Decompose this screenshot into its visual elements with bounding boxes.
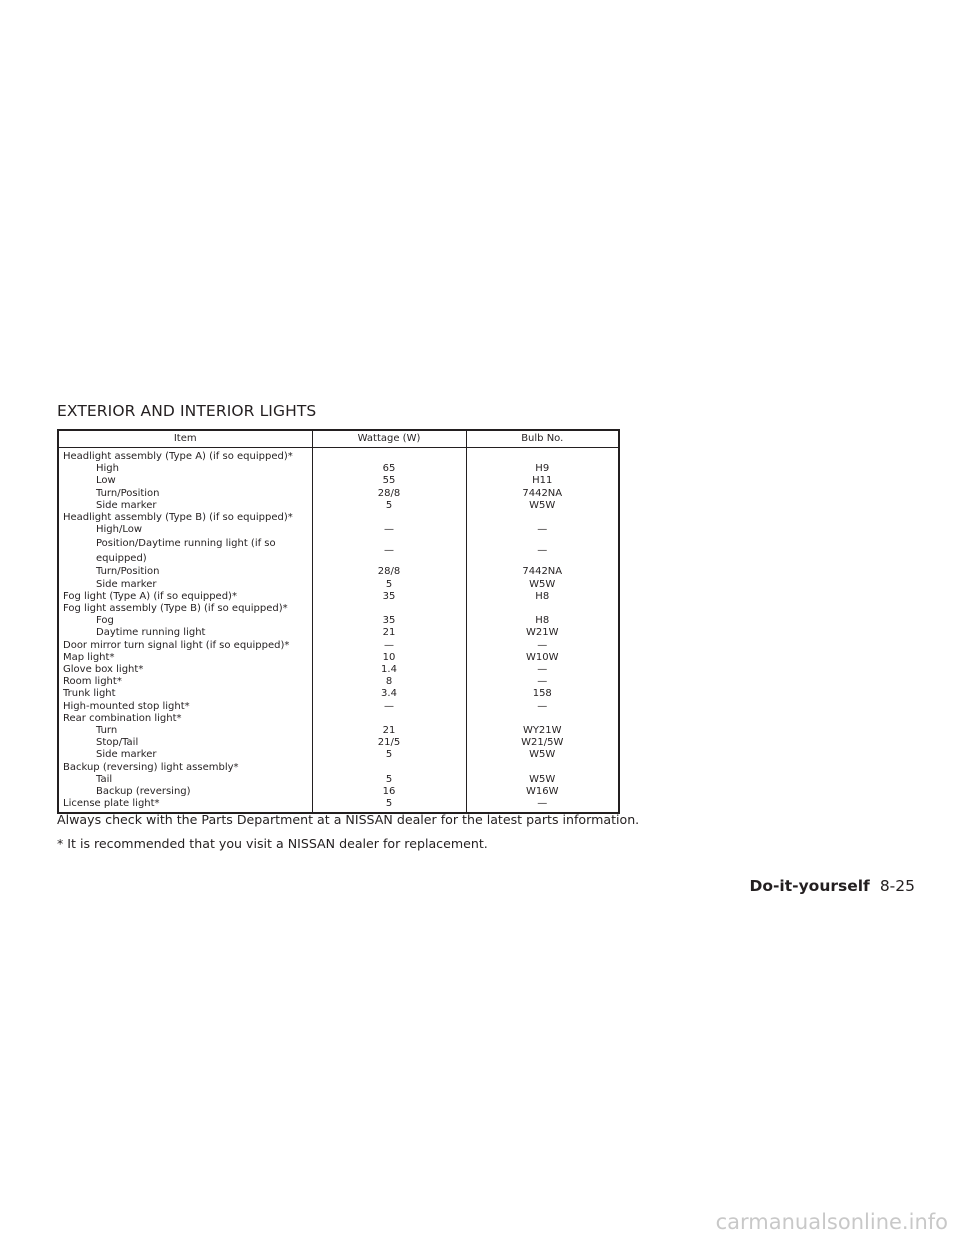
item-cell: High-mounted stop light* [58, 701, 312, 713]
wattage-cell: 21/5 [312, 737, 466, 749]
item-cell: Side marker [58, 579, 312, 591]
item-cell: Backup (reversing) light assembly* [58, 762, 312, 774]
table-row [58, 566, 619, 578]
parts-department-note: Always check with the Parts Department at a NISSAN dealer for the latest parts information. [57, 812, 640, 827]
column-header-wattage: Wattage (W) [312, 430, 466, 448]
bulb-cell: W21W [526, 627, 559, 639]
bulb-cell: 158 [532, 688, 552, 700]
bulb-spec-table [57, 429, 620, 814]
wattage-cell: 16 [312, 786, 466, 798]
bulb-cell: W16W [526, 786, 559, 798]
table-row [58, 701, 619, 713]
table-row [58, 640, 619, 652]
footer-page-number: 8-25 [879, 877, 915, 895]
bulb-cell: — [537, 664, 548, 676]
wattage-cell: 28/8 [312, 566, 466, 578]
bulb-cell: — [537, 545, 548, 557]
table-row [58, 786, 619, 798]
table-row [58, 500, 619, 512]
wattage-cell: 5 [312, 798, 466, 813]
bulb-cell: — [537, 700, 548, 712]
table-row [58, 664, 619, 676]
wattage-cell: — [312, 536, 466, 566]
section-title: EXTERIOR AND INTERIOR LIGHTS [57, 402, 317, 420]
wattage-cell: 5 [312, 749, 466, 761]
wattage-cell [312, 512, 466, 524]
wattage-cell: 65 [312, 463, 466, 475]
wattage-cell: 55 [312, 475, 466, 487]
item-cell: Position/Daytime running light (if so equipped) [58, 536, 312, 566]
item-cell: High [58, 463, 312, 475]
bulb-cell: W5W [529, 773, 556, 785]
bulb-cell: — [537, 798, 548, 810]
item-cell: High/Low [58, 524, 312, 536]
table-row [58, 737, 619, 749]
item-cell: Glove box light* [58, 664, 312, 676]
wattage-cell [312, 448, 466, 464]
wattage-cell: — [312, 701, 466, 713]
wattage-cell: — [312, 524, 466, 536]
item-cell: Low [58, 475, 312, 487]
page-footer [749, 877, 915, 895]
wattage-cell: 5 [312, 774, 466, 786]
wattage-cell [312, 603, 466, 615]
item-cell: Tail [58, 774, 312, 786]
wattage-cell [312, 713, 466, 725]
item-cell: Rear combination light* [58, 713, 312, 725]
wattage-cell: 28/8 [312, 488, 466, 500]
bulb-cell: W5W [529, 499, 556, 511]
bulb-cell [466, 603, 619, 615]
table-row [58, 627, 619, 639]
item-cell: Trunk light [58, 688, 312, 700]
item-cell: Headlight assembly (Type B) (if so equipped)* [58, 512, 312, 524]
bulb-cell: H8 [535, 615, 550, 627]
bulb-cell: 7442NA [522, 487, 563, 499]
column-header-bulb: Bulb No. [466, 430, 619, 448]
wattage-cell: 35 [312, 591, 466, 603]
table-row [58, 536, 619, 566]
table-row [58, 688, 619, 700]
table-row [58, 579, 619, 591]
bulb-cell: W21/5W [521, 737, 564, 749]
table-header-row [58, 430, 619, 448]
dealer-replacement-note: * It is recommended that you visit a NISSAN dealer for replacement. [57, 836, 488, 851]
table-row [58, 463, 619, 475]
bulb-cell: W5W [529, 749, 556, 761]
table-row [58, 713, 619, 725]
wattage-cell: 1.4 [312, 664, 466, 676]
wattage-cell: 3.4 [312, 688, 466, 700]
item-cell: Headlight assembly (Type A) (if so equipped)* [58, 448, 312, 464]
table-row [58, 603, 619, 615]
item-cell: Door mirror turn signal light (if so equipped)* [58, 640, 312, 652]
item-cell: Turn/Position [58, 566, 312, 578]
table-row [58, 725, 619, 737]
footer-section-name: Do-it-yourself [749, 877, 870, 895]
item-cell: Fog [58, 615, 312, 627]
table-row [58, 749, 619, 761]
table-row [58, 448, 619, 464]
wattage-cell: 35 [312, 615, 466, 627]
site-watermark: carmanualsonline.info [715, 1210, 948, 1234]
wattage-cell: 5 [312, 579, 466, 591]
wattage-cell: — [312, 640, 466, 652]
bulb-cell [466, 762, 619, 774]
bulb-cell: W5W [529, 578, 556, 590]
wattage-cell: 10 [312, 652, 466, 664]
table-row [58, 512, 619, 524]
item-cell: Fog light (Type A) (if so equipped)* [58, 591, 312, 603]
table-row [58, 591, 619, 603]
bulb-cell [466, 448, 619, 464]
table-row [58, 774, 619, 786]
bulb-cell [466, 713, 619, 725]
item-cell: Stop/Tail [58, 737, 312, 749]
item-cell: Room light* [58, 676, 312, 688]
bulb-cell: H11 [532, 475, 553, 487]
item-cell: Backup (reversing) [58, 786, 312, 798]
wattage-cell: 5 [312, 500, 466, 512]
item-cell: Map light* [58, 652, 312, 664]
bulb-cell: — [537, 524, 548, 536]
bulb-cell: H9 [535, 463, 550, 475]
table-row [58, 676, 619, 688]
column-header-item: Item [58, 430, 312, 448]
table-row [58, 524, 619, 536]
bulb-cell: — [537, 639, 548, 651]
item-cell: Turn/Position [58, 488, 312, 500]
wattage-cell: 8 [312, 676, 466, 688]
bulb-cell: — [537, 676, 548, 688]
wattage-cell: 21 [312, 725, 466, 737]
item-cell: License plate light* [58, 798, 312, 813]
table-row [58, 488, 619, 500]
table-row [58, 615, 619, 627]
bulb-cell: 7442NA [522, 566, 563, 578]
bulb-cell: H8 [535, 590, 550, 602]
bulb-cell: W10W [526, 651, 559, 663]
item-cell: Side marker [58, 749, 312, 761]
wattage-cell [312, 762, 466, 774]
wattage-cell: 21 [312, 627, 466, 639]
item-cell: Side marker [58, 500, 312, 512]
bulb-cell [466, 512, 619, 524]
table-row [58, 475, 619, 487]
item-cell: Turn [58, 725, 312, 737]
bulb-cell: WY21W [522, 725, 562, 737]
item-cell: Daytime running light [58, 627, 312, 639]
table-row [58, 762, 619, 774]
item-cell: Fog light assembly (Type B) (if so equipped)* [58, 603, 312, 615]
table-row [58, 652, 619, 664]
